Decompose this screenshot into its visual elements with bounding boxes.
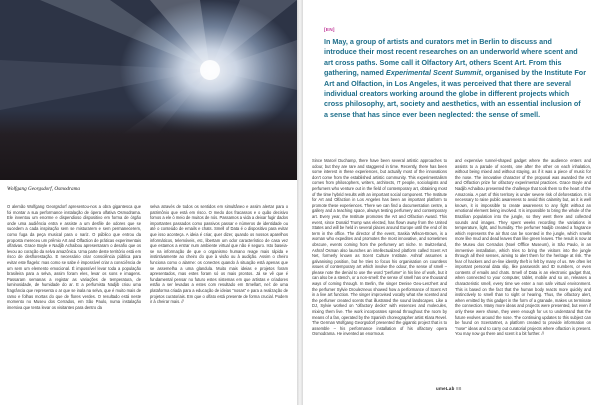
en-column-2 — [455, 158, 591, 337]
audience-silhouettes — [0, 110, 297, 180]
pt-column-1 — [7, 204, 141, 310]
lead-text-part-1: In May, a group of artists and curators met in Berlin to discuss and introduce their most recent researches on an underworld where scent and art cross paths. Some call it Olfactory Art, others Scent Art. From this gathering, named — [324, 37, 578, 78]
en-column-1-text: Since Marcel Duchamp, there have been several artistic approaches to odour, but they are rare and staggered in time. Recently, there has been some interest in these experiences, but actually most of the innovations don't come from the established artistic community. This experimentalism comes from philosophers, writers, architects, IT people, sociologists and perfumers who venture out in the field of contemporary art, obtaining most of the time hybrid results with an important social component. The Institute for Art and Olfaction in Los Angeles has been an important platform to promote these experiences. There we can find a documentation centre, a gallery and a teaching space, always testing perfumery and contemporary art. Every year, the Institute promotes the Art and Olfaction Award. This event, since Donald Trump was elected, has flown away from the United States and will be held in several places around Europe until the end of its term in the office. The director of the event, Saskia Wilson-Brown, is a woman who expedites and promotes the most innovative, and sometimes obscure, events coming from the perfumery art niche. In Switzerland, Ashraf Osman also launches an intellectualized platform called Scent Art Net, formerly known as Scent Culture Institute. Ashraf assumes a galvanising position, but he tries to focus his organisation on countless issues of contemporary art which involve the odour, the sense of smell – please note the denial to use the word "perfume" in his line of work, but it can also be a stench, or a non-smell: the sense of smell has one thousand ways of coming through. In Berlin, the singer Denise Geu-Lenzhert and the perfumer Sylvie Droulezneux showed how a performance of Scent Art in a live art function. The singer improvised vocally what she scented and the perfumer created scents that illustrated the sound landscapes. Like a DJ, Sylvie worked on "olfactory decks" with essences and molecules, mixing them live. The work incorporates spread throughout the room by means of a fan, operated by the Spanish choreographer artist Klara Revel. The German Wolfgang Georgsdorf presented the gigantic project that is to assemble – his performance installation of his olfactory opera Osmodrama. He invented an enormous — [312, 158, 447, 337]
folio-page-number: 88 — [456, 386, 462, 391]
en-column-1 — [312, 158, 447, 337]
right-page — [303, 0, 600, 405]
photo-caption: Wolfgang Georgsdorf, Osmodrama — [7, 186, 80, 192]
lead-event-name: Experimental Scent Summit — [385, 68, 481, 78]
lead-text-part-2: , organised by the Institute For Art and Olfaction, in Los Angeles, it was perceived that there are several individual creators working around the globe in different projects which cross philosophy, art, society and aesthetics, with an essential inclusion of a sense that has since ever been neglected: the sense of smell. — [324, 68, 586, 119]
pt-column-1-text: O alemão Wolfgang Georgsdorf apresentou-nos a obra gigantesca que foi montar a sua performance instalação de ópera olfativa Osmodrama. Ele inventou um enorme e dispendioso dispositivo em forma de órgão onde uma audiência entra e assiste a um desfile de odores que se sucedem a cada inspiração sem se misturarem e sem permanecerem, como fuga da peça musical para o nariz. O público que entrou da proposta mereceu um prêmio Art and Olfaction de práticas experimentais olfativas. Grace Boyle e Nadjib Achaibou apresentaram o desafio que os levou ao coração da selva amazônica. Uma parte deste território está em risco de desflorestação. E necessário criar consciência pública para evitar este flagelo: mas como se sabe é impossível criar a consciência de um sem um elemento emocional. É impossível levar toda a população brasileira para a selva, assim foram eles, levar os sons e imagens. Passaram semanas a registar as variações de temperatura, de luminosidade, de humidade do ar. E a perfumista Nadjib criou uma fragrância que representa o ar que se inala na selva, que é muito mais de ramo e folhas mortas do que de flores verdes. O resultado está neste momento no Museu dos Cerrados, em São Paulo, numa instalação imersiva que tenta levar os visitantes para dentro da — [7, 204, 141, 310]
left-page — [0, 0, 297, 405]
pt-column-2-text: selva através de todos os sentidos em simultâneo e assim alertar para o patrimônio que está em risco. O medo dos fracassos e o quão decisivo fomos a ele ó meio de muitos de nós. Passamos a vida a deixar fugir dados importantes passados como passivos passar e números de identidade ou até o conteúdo de emails e chats. Smell of Data é o dispositivo para evitar que isso aconteça. A ideia é criar, quer dizer, quando os nossos aparelhos informáticos, telemóveis, etc, libertam um odor característico de casa vez que estamos a entrar num ambiente virtual que não é seguro. Isto baseia-se na informação de que o organismo humano reage mais rápida e instintivamente ao cheiro do que à visão ou à audição. Assim o cheiro funciona como o alarme: os conectes quando à situação está apenas que se assemelha a uma glandula. Muito mais ideias e projetos foram apresentados, mas estes foram só os mais prontos. Já se vê que é fundamental pensar no futuro estes sistemas em que artistas e criadores estão a ser levadas a estes com resultado em Smellart, nel: de uma plataforma criada para a educação de ideias "nosas" e para a realização de projetos curatoriais. Em que o olfato está presente de forma crucial. Podem ir à cheirar mais. // — [150, 204, 288, 305]
folio-brand: umeLab — [436, 386, 455, 391]
pt-column-2 — [150, 204, 288, 305]
language-tag: [EN] — [324, 28, 335, 33]
osmodrama-photo — [0, 0, 297, 180]
en-column-2-text: and expensive tunnel-shaped gadget where the audience enters and assists to a parade of scents, one after the other on each inhalation, without being mixed and without staying, as if it was a piece of music for the nose. The innovative character of the proposal was awarded the Art and Olfaction prize for olfactory experimental practices. Grace Boyle and Nadjib Achaibou presented the challenge that took them to the heart of the Amazonia. A part of this territory is under severe risk of deforestation. It is necessary to raise public awareness to avoid this calamity but, as it is well known, it is impossible to create awareness to any fight without an emotional element being involved. It is impossible to bring the whole of the Brazilian population into the jungle, so they went there and collected sounds and images. They spent weeks recording the variations in temperature, light, and humidity. The perfumer Nadjib created a fragrance which represents the air that can be scented in the jungle, which smells more like mud and dead leaves than like green leaves. The result is now at the Museu dos Cerrados (Noel Offfice Museum), in São Paulo, in an immersive installation, which tries to bring the visitors into the jungle through all their senses, aiming to alert them for the heritage at risk. The fear of hackers and on-line identity theft is felt by many of us. We often let important personal data slip, like passwords and ID numbers, or even contents of emails and chats. Smell of Data is an electronic gadget that, when connected to your computer, tablet, mobile and so on, releases a characteristic smell, every time we enter a non safe virtual environment. This is based on the fact that the human body reacts more quickly and instinctively to smell than to sight or hearing. Thus, the olfactory alert, when emitted by this gadget in the form of a granade, makes us terminate the connection. Many more ideas and projects were presented, but even if only these were shown, they were enough for us to understand that the future evolves around the nose. The continuing updates to this subject can be found on Scentartnet, a platform created to provide information on "nose" ideas and to carry out curatorial projects where olfaction is present. You may now go there and scent it a bit further. // — [455, 158, 591, 337]
page-folio — [436, 386, 462, 391]
english-lead-paragraph — [324, 37, 586, 120]
